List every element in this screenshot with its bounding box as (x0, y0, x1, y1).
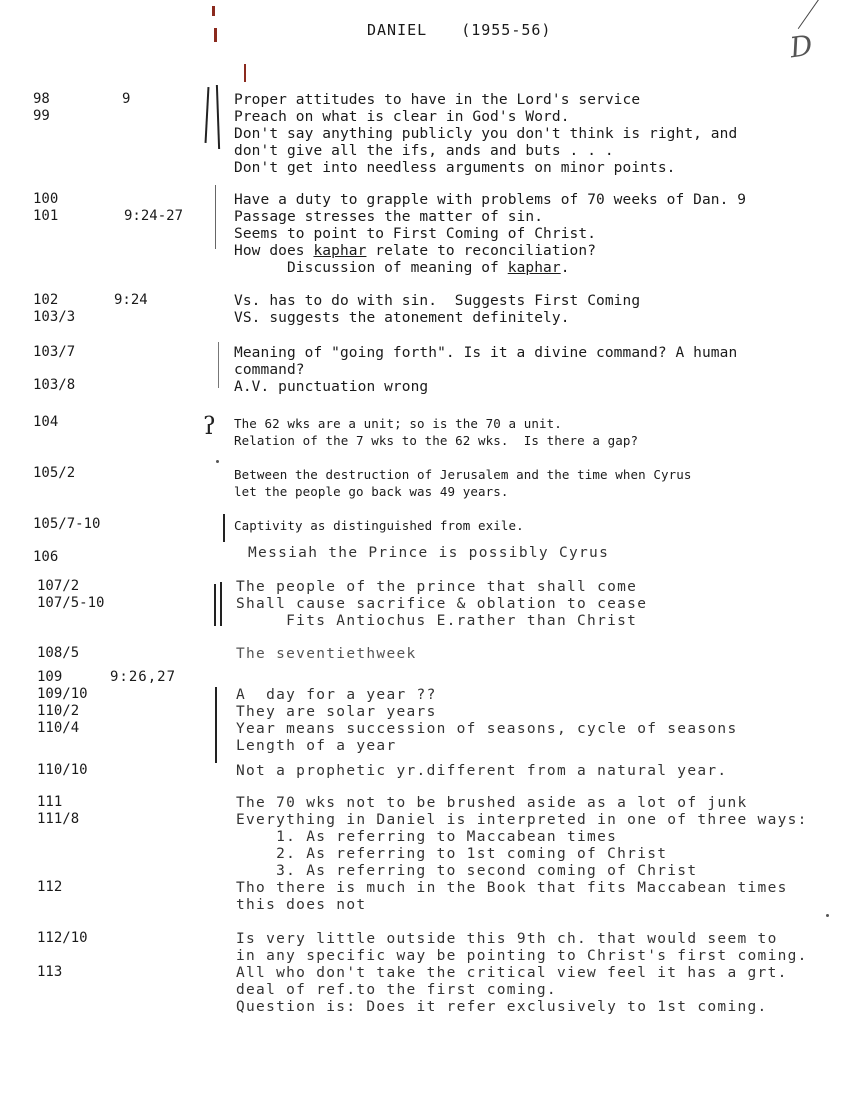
corner-handwritten-mark: D (787, 28, 815, 65)
ref-number: 98 (33, 91, 50, 107)
note-line: Don't say anything publicly you don't think is right, and (234, 126, 738, 142)
note-line: Proper attitudes to have in the Lord's service (234, 92, 641, 108)
note-line: Messiah the Prince is possibly Cyrus (238, 545, 610, 561)
note-line: Discussion of meaning of kaphar. (234, 260, 570, 276)
pen-speck (216, 460, 219, 463)
verse-ref: 9:26,27 (110, 669, 177, 685)
ref-number: 103/7 (33, 344, 76, 360)
margin-pen-mark (216, 85, 220, 149)
ref-number: 109/10 (37, 686, 88, 702)
ref-number: 107/5-10 (37, 595, 105, 611)
corner-pencil-line (798, 0, 819, 29)
note-line: Seems to point to First Coming of Christ. (234, 226, 597, 242)
note-line: Don't get into needless arguments on minor points. (234, 160, 676, 176)
ref-number: 103/8 (33, 377, 76, 393)
note-line: let the people go back was 49 years. (234, 484, 509, 499)
note-line: Between the destruction of Jerusalem and the time when Cyrus (234, 467, 692, 482)
underlined-term: kaphar (313, 243, 367, 259)
ref-number: 102 (33, 292, 59, 308)
title-date: (1955-56) (461, 21, 552, 39)
note-line: All who don't take the critical view feel it has a grt. (236, 965, 788, 981)
margin-pen-mark (220, 582, 222, 626)
margin-pen-mark (218, 342, 219, 388)
note-line: 1. As referring to Maccabean times (236, 829, 618, 845)
note-line: in any specific way be pointing to Christ's first coming. (236, 948, 808, 964)
note-line: Preach on what is clear in God's Word. (234, 109, 570, 125)
note-line: Tho there is much in the Book that fits Maccabean times (236, 880, 788, 896)
margin-pen-mark (205, 87, 210, 143)
note-line: don't give all the ifs, ands and buts . . . (234, 143, 614, 159)
ref-number: 111 (37, 794, 63, 810)
ref-number: 104 (33, 414, 59, 430)
verse-ref: 9:24-27 (124, 208, 184, 224)
red-pencil-tick (244, 64, 246, 82)
note-line: Captivity as distinguished from exile. (234, 518, 524, 533)
note-line: deal of ref.to the first coming. (236, 982, 557, 998)
note-line: Have a duty to grapple with problems of 70 weeks of Dan. 9 (234, 192, 747, 208)
note-line: Question is: Does it refer exclusively to 1st coming. (236, 999, 768, 1015)
margin-pen-mark (223, 514, 225, 542)
note-line: Relation of the 7 wks to the 62 wks. Is there a gap? (234, 433, 639, 448)
ref-number: 110/4 (37, 720, 80, 736)
ref-number: 105/2 (33, 465, 76, 481)
note-line: Passage stresses the matter of sin. (234, 209, 544, 225)
ref-number: 110/2 (37, 703, 80, 719)
ref-number: 108/5 (37, 645, 80, 661)
ref-number: 113 (37, 964, 63, 980)
note-line: 3. As referring to second coming of Christ (236, 863, 698, 879)
verse-ref: 9 (122, 91, 131, 107)
red-pencil-tick (212, 6, 215, 16)
margin-pen-mark (215, 687, 217, 763)
note-line: A.V. punctuation wrong (234, 379, 429, 395)
note-line: Everything in Daniel is interpreted in one of three ways: (236, 812, 808, 828)
pen-speck (826, 914, 829, 917)
ref-number: 103/3 (33, 309, 76, 325)
note-line: Length of a year (236, 738, 397, 754)
note-line: 2. As referring to 1st coming of Christ (236, 846, 668, 862)
note-line: How does kaphar relate to reconciliation? (234, 243, 597, 259)
margin-bracket-mark: ʔ (203, 412, 216, 440)
ref-number: 99 (33, 108, 50, 124)
ref-number: 101 (33, 208, 59, 224)
note-line: command? (234, 362, 305, 378)
ref-number: 105/7-10 (33, 516, 101, 532)
note-line: The seventiethweek (236, 646, 417, 662)
margin-pen-mark (214, 584, 216, 626)
verse-ref: 9:24 (114, 292, 148, 308)
note-line: VS. suggests the atonement definitely. (234, 310, 570, 326)
ref-number: 109 (37, 669, 63, 685)
ref-number: 106 (33, 549, 59, 565)
note-line: Is very little outside this 9th ch. that would seem to (236, 931, 778, 947)
ref-number: 107/2 (37, 578, 80, 594)
ref-number: 100 (33, 191, 59, 207)
ref-number: 112 (37, 879, 63, 895)
red-pencil-tick (214, 28, 217, 42)
note-line: A day for a year ?? (236, 687, 437, 703)
note-line: Not a prophetic yr.different from a natural year. (236, 763, 728, 779)
note-line: They are solar years (236, 704, 437, 720)
note-line: The people of the prince that shall come (236, 579, 638, 595)
note-line: Vs. has to do with sin. Suggests First Coming (234, 293, 641, 309)
page-title (367, 21, 551, 39)
title-text: DANIEL (367, 21, 428, 39)
ref-number: 110/10 (37, 762, 88, 778)
note-line: The 70 wks not to be brushed aside as a lot of junk (236, 795, 748, 811)
underlined-term: kaphar (507, 260, 561, 276)
note-line: Shall cause sacrifice & oblation to cease (236, 596, 648, 612)
margin-pen-mark (215, 185, 216, 249)
ref-number: 111/8 (37, 811, 80, 827)
note-line: The 62 wks are a unit; so is the 70 a unit. (234, 416, 562, 431)
note-line: this does not (236, 897, 367, 913)
note-line: Year means succession of seasons, cycle of seasons (236, 721, 738, 737)
note-line: Fits Antiochus E.rather than Christ (236, 613, 638, 629)
note-line: Meaning of "going forth". Is it a divine command? A human (234, 345, 738, 361)
ref-number: 112/10 (37, 930, 88, 946)
